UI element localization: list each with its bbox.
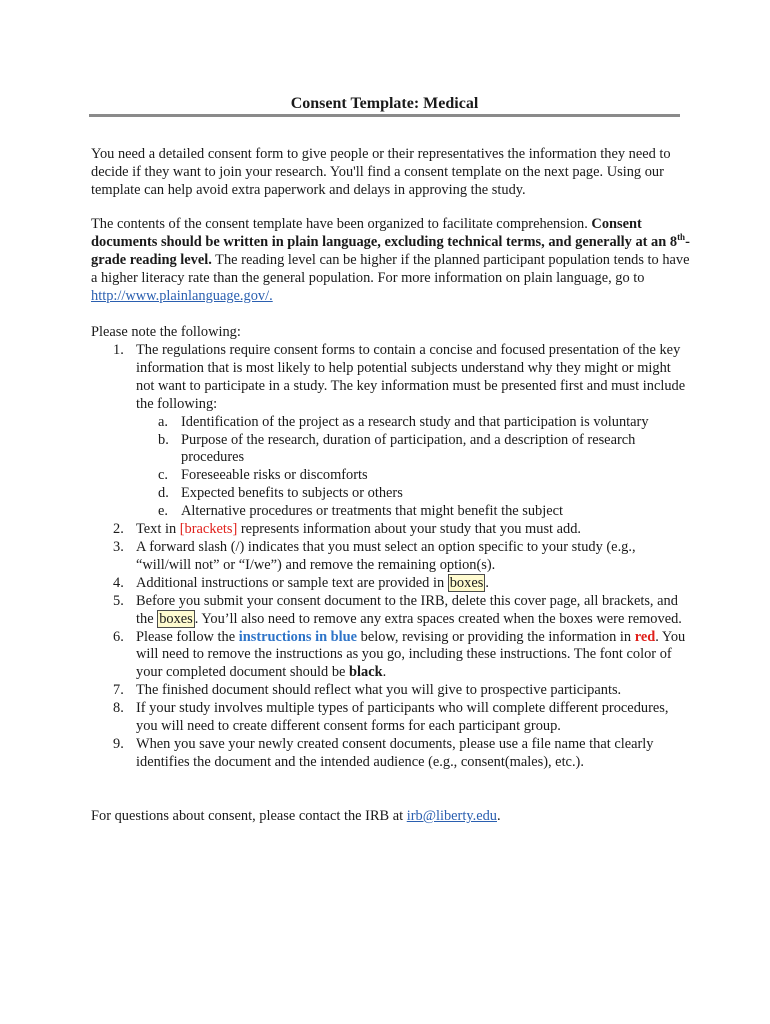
list-item-text: If your study involves multiple types of participants who will complete different procedures, you will need to create different consent forms for each participant group. (136, 700, 669, 735)
black-example: black (349, 664, 383, 681)
plain-language-link[interactable]: http://www.plainlanguage.gov/. (91, 287, 273, 304)
list-item-text: . You will need to remove the instructions as you go, including these instructions. The font color of your completed document should be (136, 628, 686, 681)
contents-bold-1: Consent documents should be written in plain language, excluding technical terms, and generally at an 8 (91, 216, 678, 250)
list-item-text: Please follow the (136, 628, 239, 645)
list-number: 2. (113, 521, 124, 538)
contents-text-1: The contents of the consent template have been organized to facilitate comprehension. (91, 216, 592, 232)
contents-paragraph (91, 216, 691, 306)
sublist-item-a (136, 414, 691, 432)
page-title: Consent Template: Medical (290, 95, 479, 112)
boxes-example: boxes (159, 610, 193, 627)
list-number: 7. (113, 682, 124, 699)
list-item-9 (91, 736, 691, 772)
list-item-text: A forward slash (/) indicates that you must select an option specific to your study (e.g., “will/will not” or “I/we”) and remove the remaining option(s). (136, 538, 636, 573)
sublist-item-e (136, 503, 691, 521)
sublist-text: Expected benefits to subjects or others (181, 485, 403, 502)
contact-text: For questions about consent, please contact the IRB at (91, 808, 407, 824)
list-item-2 (91, 521, 691, 539)
list-item-6 (91, 629, 691, 683)
list-item-7 (91, 682, 691, 700)
list-item-text: below, revising or providing the information in (357, 628, 635, 645)
instructions-list (91, 342, 691, 772)
intro-paragraph: You need a detailed consent form to give people or their representatives the information they need to decide if they want to join your research. You'll find a consent template on the next page. Using our template can help avoid extra paperwork and delays in approving the study. (91, 146, 671, 198)
sublist-item-b (136, 432, 691, 468)
note-intro: Please note the following: (91, 324, 241, 340)
list-item-text: . (382, 664, 387, 681)
list-item-text: Text in (136, 521, 180, 538)
red-example: red (634, 628, 656, 645)
contents-text-2: The reading level can be higher if the planned participant population tends to have a higher literacy rate than the general population. For more information on plain language, go to (91, 251, 690, 286)
sublist-letter: d. (158, 485, 169, 502)
sublist-text: Foreseeable risks or discomforts (181, 467, 368, 484)
list-item-text: The regulations require consent forms to contain a concise and focused presentation of the key information that is most likely to help potential subjects understand why they might or might not want to participate in a study. The key information must be presented first and must include the following: (136, 342, 686, 412)
list-item-3 (91, 539, 691, 575)
sublist-text: Purpose of the research, duration of participation, and a description of research procedures (181, 431, 636, 466)
list-item-4 (91, 575, 691, 593)
list-item-text: . (485, 574, 489, 591)
list-item-1 (91, 342, 691, 521)
list-item-5 (91, 593, 691, 629)
list-number: 5. (113, 592, 124, 609)
sublist-text: Identification of the project as a research study and that participation is voluntary (181, 413, 649, 430)
sublist-text: Alternative procedures or treatments that might benefit the subject (181, 503, 564, 520)
list-item-text: When you save your newly created consent documents, please use a file name that clearly identifies the document and the intended audience (e.g., consent(males), etc.). (136, 735, 654, 770)
list-number: 6. (113, 628, 124, 645)
sublist-letter: a. (158, 413, 168, 430)
list-number: 3. (113, 538, 124, 555)
title-rule (89, 94, 680, 117)
sublist-letter: e. (158, 503, 168, 520)
list-number: 9. (113, 735, 124, 752)
contents-bold-2: -grade reading level. (91, 233, 690, 268)
boxes-example: boxes (449, 574, 484, 591)
list-number: 1. (113, 342, 124, 358)
irb-email-link[interactable]: irb@liberty.edu (406, 808, 497, 824)
sublist-letter: c. (158, 467, 168, 484)
list-item-text: The finished document should reflect what you will give to prospective participants. (136, 682, 622, 699)
contact-period: . (496, 808, 501, 824)
sublist-item-c (136, 467, 691, 485)
list-item-text: represents information about your study that you must add. (237, 521, 582, 538)
list-number: 8. (113, 700, 124, 717)
key-information-sublist (136, 414, 691, 521)
list-item-text: Before you submit your consent document to the IRB, delete this cover page, all brackets, and the (136, 592, 678, 627)
sublist-letter: b. (158, 431, 169, 448)
contents-superscript: th (677, 232, 686, 243)
sublist-item-d (136, 485, 691, 503)
list-item-text: . You’ll also need to remove any extra spaces created when the boxes were removed. (194, 610, 682, 627)
list-item-8 (91, 700, 691, 736)
list-number: 4. (113, 574, 124, 591)
brackets-example: [brackets] (179, 521, 238, 538)
list-item-text: Additional instructions or sample text are provided in (136, 574, 448, 591)
contact-paragraph (91, 808, 691, 826)
blue-instructions-example: instructions in blue (238, 628, 358, 645)
